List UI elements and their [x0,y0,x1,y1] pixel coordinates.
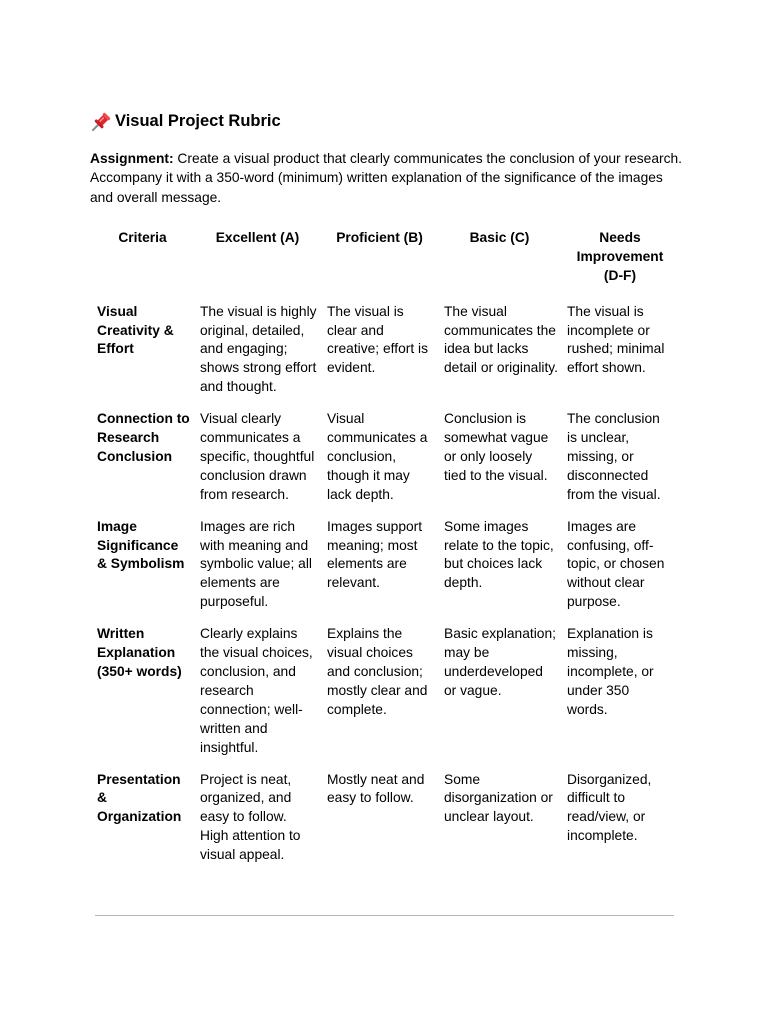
proficient-cell: Visual communicates a conclusion, though it may lack depth. [327,411,428,502]
assignment-label: Assignment: [90,151,174,166]
table-row [91,410,675,518]
criteria-cell: Connection to Research Conclusion [97,411,190,464]
excellent-cell: The visual is highly original, detailed, and engaging; shows strong effort and thought. [200,303,317,395]
column-header-needs-improvement: Needs Improvement (D-F) [576,229,664,283]
proficient-cell: Images support meaning; most elements are relevant. [327,518,423,591]
rubric-table [91,229,675,878]
proficient-cell: Mostly neat and easy to follow. [327,771,425,806]
basic-cell: The visual communicates the idea but lacks detail or originality. [444,303,559,376]
basic-cell: Conclusion is somewhat vague or only loosely tied to the visual. [444,411,549,483]
table-row [91,771,675,879]
criteria-cell: Presentation & Organization [97,771,182,825]
proficient-cell: The visual is clear and creative; effort is evident. [327,303,428,376]
excellent-cell: Images are rich with meaning and symbolic value; all elements are purposeful. [200,518,312,610]
column-header-excellent: Excellent (A) [215,229,300,245]
document-title [90,108,680,134]
criteria-cell: Written Explanation (350+ words) [97,626,182,680]
proficient-cell: Explains the visual choices and conclusion; mostly clear and complete. [327,626,428,717]
needs-improvement-cell: Explanation is missing, incomplete, or under 350 words. [567,626,654,717]
excellent-cell: Visual clearly communicates a specific, thoughtful conclusion drawn from research. [200,411,315,502]
excellent-cell: Clearly explains the visual choices, conclusion, and research connection; well-written and insightful. [200,626,313,755]
column-header-basic: Basic (C) [469,229,530,245]
pushpin-icon [90,111,112,133]
table-row [91,303,675,411]
basic-cell: Basic explanation; may be underdeveloped or vague. [444,626,556,698]
basic-cell: Some disorganization or unclear layout. [444,771,553,825]
table-row [91,625,675,770]
title-text: Visual Project Rubric [115,111,281,130]
table-header-row [91,229,675,303]
needs-improvement-cell: Disorganized, difficult to read/view, or incomplete. [567,771,652,844]
assignment-paragraph [90,149,682,207]
excellent-cell: Project is neat, organized, and easy to follow. High attention to visual appeal. [200,771,301,863]
criteria-cell: Image Significance & Symbolism [97,518,185,572]
needs-improvement-cell: Images are confusing, off-topic, or chosen without clear purpose. [567,518,665,610]
column-header-criteria: Criteria [118,229,167,245]
horizontal-divider [95,915,674,916]
table-row [91,518,675,626]
column-header-proficient: Proficient (B) [336,229,423,245]
needs-improvement-cell: The conclusion is unclear, missing, or disconnected from the visual. [567,411,661,502]
document-page [90,108,680,878]
assignment-text: Create a visual product that clearly communicates the conclusion of your research. Accompany it with a 350-word (minimum) written explanation of the significance of the images and overall message. [90,151,682,205]
needs-improvement-cell: The visual is incomplete or rushed; minimal effort shown. [567,303,665,376]
criteria-cell: Visual Creativity & Effort [97,303,174,357]
basic-cell: Some images relate to the topic, but choices lack depth. [444,518,554,591]
